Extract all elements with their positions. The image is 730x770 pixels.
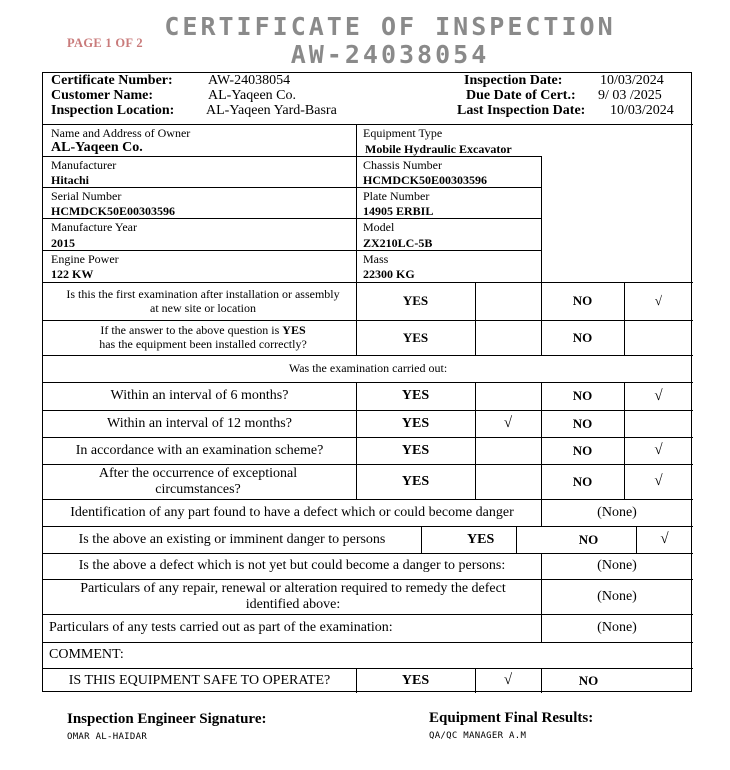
twelve-months-no: NO	[572, 415, 593, 431]
customer-value: AL-Yaqeen Co.	[208, 88, 297, 103]
repair-answer: (None)	[597, 588, 637, 604]
final-results-label: Equipment Final Results:	[429, 710, 594, 726]
due-date-value: 9/ 03 /2025	[598, 88, 662, 103]
safe-yes: YES	[401, 672, 430, 688]
engineer-signature-name: OMAR AL-HAIDAR	[67, 732, 148, 742]
model-label: Model	[363, 220, 395, 234]
certificate-title: CERTIFICATE OF INSPECTION	[164, 12, 616, 41]
owner-label: Name and Address of Owner	[51, 126, 191, 140]
six-months-no-check: √	[654, 387, 663, 404]
power-value: 122 KW	[51, 267, 94, 281]
twelve-months-yes-check: √	[503, 415, 513, 432]
engineer-signature-label: Inspection Engineer Signature:	[67, 711, 267, 727]
first-exam-no: NO	[572, 293, 593, 309]
model-value: ZX210LC-5B	[363, 236, 433, 250]
last-date-value: 10/03/2024	[610, 103, 674, 118]
plate-value: 14905 ERBIL	[363, 204, 434, 218]
final-results-name: QA/QC MANAGER A.M	[429, 731, 527, 741]
danger-no-check: √	[660, 531, 669, 548]
certificate-id-title: AW-24038054	[290, 40, 490, 69]
owner-value: AL-Yaqeen Co.	[51, 140, 143, 155]
danger-no: NO	[578, 531, 599, 547]
twelve-months-question: Within an interval of 12 months?	[107, 415, 292, 431]
installed-yes: YES	[402, 329, 429, 345]
customer-label: Customer Name:	[51, 88, 153, 103]
chassis-value: HCMDCK50E00303596	[363, 173, 487, 187]
power-label: Engine Power	[51, 252, 119, 266]
manufacturer-value: Hitachi	[51, 173, 89, 187]
comment-label: COMMENT:	[49, 647, 124, 663]
mass-value: 22300 KG	[363, 267, 415, 281]
safe-question: IS THIS EQUIPMENT SAFE TO OPERATE?	[68, 672, 331, 688]
mass-label: Mass	[363, 252, 389, 266]
scheme-question: In accordance with an examination scheme?	[75, 442, 324, 458]
year-value: 2015	[51, 236, 75, 250]
repair-question: Particulars of any repair, renewal or alteration required to remedy the defect identified above:	[80, 580, 506, 612]
scheme-no: NO	[572, 442, 593, 458]
certificate-table	[42, 72, 692, 692]
exceptional-yes: YES	[401, 473, 430, 489]
installed-no: NO	[572, 329, 593, 345]
cert-number-label: Certificate Number:	[51, 73, 173, 88]
last-date-label: Last Inspection Date:	[457, 103, 586, 118]
chassis-label: Chassis Number	[363, 158, 442, 172]
future-danger-answer: (None)	[597, 558, 637, 574]
defect-answer: (None)	[597, 504, 637, 520]
six-months-yes: YES	[401, 388, 430, 404]
serial-value: HCMDCK50E00303596	[51, 204, 175, 218]
plate-label: Plate Number	[363, 189, 430, 203]
due-date-label: Due Date of Cert.:	[466, 88, 576, 103]
tests-answer: (None)	[597, 620, 637, 636]
manufacturer-label: Manufacturer	[51, 158, 117, 172]
inspection-date-value: 10/03/2024	[600, 73, 664, 88]
location-value: AL-Yaqeen Yard-Basra	[206, 103, 337, 118]
safe-no: NO	[578, 672, 599, 688]
page-number-label: PAGE 1 OF 2	[67, 36, 143, 50]
first-exam-no-check: √	[654, 293, 663, 309]
defect-question: Identification of any part found to have a defect which or could become danger	[70, 504, 514, 520]
first-exam-yes: YES	[402, 293, 429, 309]
type-label: Equipment Type	[363, 126, 443, 140]
scheme-yes: YES	[401, 442, 430, 458]
location-label: Inspection Location:	[51, 103, 175, 118]
serial-label: Serial Number	[51, 189, 122, 203]
exceptional-no: NO	[572, 473, 593, 489]
year-label: Manufacture Year	[51, 220, 137, 234]
cert-number-value: AW-24038054	[208, 73, 291, 88]
six-months-no: NO	[572, 388, 593, 404]
future-danger-question: Is the above a defect which is not yet but could become a danger to persons:	[78, 558, 506, 574]
type-value: Mobile Hydraulic Excavator	[365, 142, 512, 156]
first-exam-question: Is this the first examination after installation or assembly at new site or location	[66, 286, 340, 315]
safe-yes-check: √	[503, 672, 513, 689]
inspection-date-label: Inspection Date:	[464, 73, 563, 88]
scheme-no-check: √	[654, 442, 663, 459]
twelve-months-yes: YES	[401, 415, 430, 431]
six-months-question: Within an interval of 6 months?	[110, 388, 289, 404]
installed-question: If the answer to the above question is YES has the equipment been installed correctly?	[99, 323, 307, 351]
exam-carried-out-heading: Was the examination carried out:	[288, 361, 448, 376]
exceptional-question: After the occurrence of exceptional circumstances?	[98, 465, 298, 497]
danger-yes: YES	[467, 531, 495, 547]
tests-question: Particulars of any tests carried out as part of the examination:	[49, 620, 393, 636]
danger-question: Is the above an existing or imminent danger to persons	[78, 531, 386, 547]
exceptional-no-check: √	[654, 473, 663, 490]
